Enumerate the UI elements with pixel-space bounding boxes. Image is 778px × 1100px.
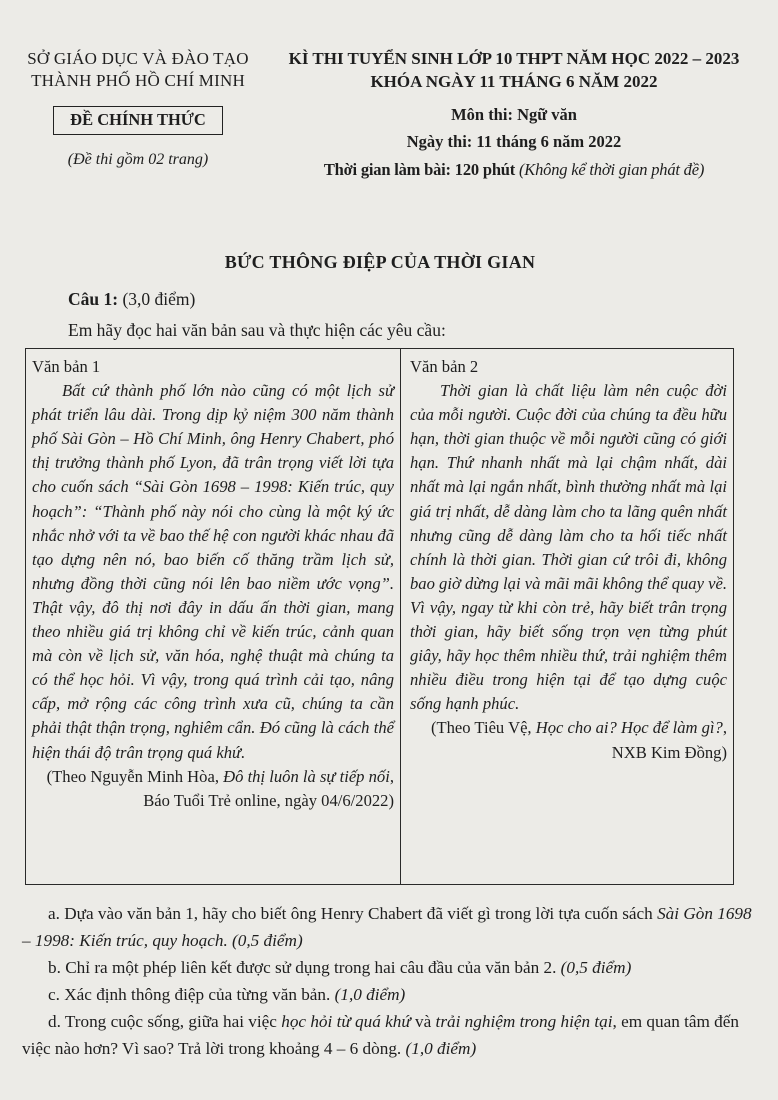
task-c-text: c. Xác định thông điệp của từng văn bản. [48,985,331,1004]
question-points: (3,0 điểm) [122,289,196,309]
reading-texts-table [25,348,734,885]
exam-header [264,48,764,180]
exam-session: KHÓA NGÀY 11 THÁNG 6 NĂM 2022 [370,72,658,91]
question-1-heading [68,289,195,310]
task-d-points: (1,0 điểm) [401,1039,477,1058]
department-name: SỞ GIÁO DỤC VÀ ĐÀO TẠO [27,49,249,68]
task-a-book-title: Sài Gòn 1698 – 1998: Kiến trúc, quy hoạch. [22,904,752,950]
text-1-source-author: (Theo Nguyễn Minh Hòa, [46,766,224,786]
page-count-note: (Đề thi gồm 02 trang) [67,151,209,168]
exam-duration-note: (Không kể thời gian phát đề) [519,160,705,179]
task-a-points: (0,5 điểm) [227,931,303,950]
text-2-body: Thời gian là chất liệu làm nên cuộc đời của mỗi người. Cuộc đời của chúng ta đều hữu hạn, thời gian thuộc về mỗi người cũng có giới hạn. Thứ nhanh nhất mà lại chậm nhất, dài nhất mà lại ngắn nhất, bình thường nhất mà lại giá trị nhất, dễ dàng làm cho ta lãng quên nhất nhưng cũng dễ dàng làm cho ta hối tiếc nhất chính là thời gian. Thời gian cứ trôi đi, không bao giờ dừng lại và mãi mãi không thể quay về. Vì vậy, ngay từ khi còn trẻ, hãy biết trân trọng thời gian, hãy biết sống trọn vẹn từng phút giây, hãy học thêm nhiều thứ, trải nghiệm thêm nhiều điều trong hiện tại để tạo dựng cuộc sống hạnh phúc. [410,381,727,714]
task-a [22,900,752,954]
text-2-source-title: Học cho ai? Học để làm gì? [535,718,723,738]
department-header [14,48,262,169]
task-d-option-1: học hỏi từ quá khứ [281,1012,411,1031]
exam-subject: Môn thi: Ngữ văn [451,105,577,124]
text-2-column [401,349,733,884]
task-d-question: , em quan tâm đến việc nào hơn? Vì sao? Trả lời trong khoảng 4 – 6 dòng. [22,1012,739,1058]
task-c-points: (1,0 điểm) [330,985,406,1004]
question-intro: Em hãy đọc hai văn bản sau và thực hiện các yêu cầu: [68,320,446,340]
text-1-source-publisher: , Báo Tuổi Trẻ online, ngày 04/6/2022) [143,766,394,810]
text-2-heading: Văn bản 2 [410,357,479,376]
task-d-conjunction: và [410,1012,436,1031]
task-b-points: (0,5 điểm) [556,958,632,977]
task-d-option-2: trải nghiệm trong hiện tại [435,1012,613,1031]
text-1-heading: Văn bản 1 [32,357,101,376]
question-label: Câu 1: [68,289,119,309]
city-name: THÀNH PHỐ HỒ CHÍ MINH [31,71,245,90]
task-list [22,900,752,1062]
task-b-text: b. Chỉ ra một phép liên kết được sử dụng trong hai câu đầu của văn bản 2. [48,958,557,977]
task-a-text: a. Dựa vào văn bản 1, hãy cho biết ông Henry Chabert đã viết gì trong lời tựa cuốn sách [48,904,658,923]
exam-date: Ngày thi: 11 tháng 6 năm 2022 [406,132,622,151]
text-2-source [410,716,727,764]
page-title: BỨC THÔNG ĐIỆP CỦA THỜI GIAN [224,252,536,272]
text-2-source-publisher: , NXB Kim Đồng) [611,718,727,762]
task-b [22,954,752,981]
exam-duration-value: Thời gian làm bài: 120 phút [323,160,516,179]
task-d-text: d. Trong cuộc sống, giữa hai việc [48,1012,282,1031]
text-1-source-title: Đô thị luôn là sự tiếp nối [223,766,390,786]
text-1-body: Bất cứ thành phố lớn nào cũng có một lịch sử phát triển lâu dài. Trong dịp kỷ niệm 300 năm thành phố Sài Gòn – Hồ Chí Minh, ông Henry Chabert, phó thị trưởng thành phố Lyon, đã trân trọng viết lời tựa cho cuốn sách “Sài Gòn 1698 – 1998: Kiến trúc, quy hoạch”: “Thành phố này nói cho cùng là một ký ức nhắc nhở với ta về bao thế hệ con người khác nhau đã tạo dựng nên nó, bao biến cố thăng trầm lịch sử, nhưng đồng thời cũng nói lên bao niềm ước vọng”. Thật vậy, đô thị nơi đây in dấu ấn thời gian, mang theo nhiều giá trị không chỉ về kiến trúc, cảnh quan mà còn về lịch sử, văn hóa, nghệ thuật mà chúng ta có thể học hỏi. Vì vậy, trong quá trình cải tạo, nâng cấp, mở rộng các công trình xưa cũ, chúng ta cần phải thật thận trọng, nghiêm cẩn. Đó cũng là cách thể hiện thái độ trân trọng quá khứ. [32,381,394,762]
task-c [22,981,752,1008]
official-exam-stamp: ĐỀ CHÍNH THỨC [53,106,223,135]
exam-name: KÌ THI TUYỂN SINH LỚP 10 THPT NĂM HỌC 2022 – 2023 [288,49,740,68]
text-2-source-author: (Theo Tiêu Vệ, [430,718,536,738]
text-1-column [26,349,401,884]
exam-duration [264,160,764,180]
text-1-source [32,765,394,813]
task-d [22,1008,752,1062]
